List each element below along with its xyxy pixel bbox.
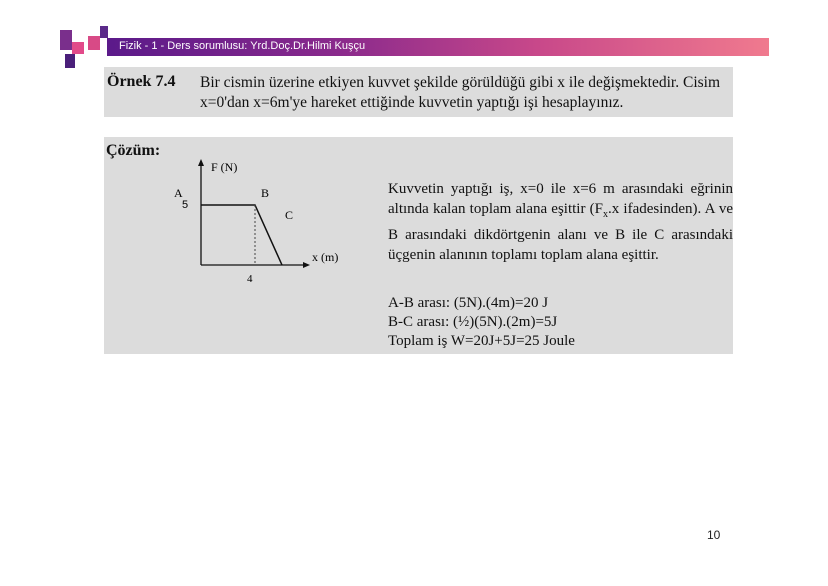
solution-paragraph: [388, 179, 733, 265]
solution-paragraph-subscript: x: [602, 209, 608, 220]
point-a-label: A: [174, 186, 183, 200]
y-value-label: 5: [182, 199, 189, 211]
force-line: [201, 205, 282, 265]
solution-paragraph-part1: Kuvvetin yaptığı iş, x=0 ile x=6 m arasındaki eğrinin altında kalan toplam alana eşittir (F: [388, 181, 733, 217]
point-b-label: B: [261, 186, 270, 200]
solution-paragraph-part2: .x ifadesinden). A ve B arasındaki dikdörtgenin alanı ve B ile C arasındaki üçgenin alanının toplamı toplam alana eşittir.: [388, 201, 733, 263]
header-bar: [107, 38, 769, 56]
x-axis-arrow-icon: [303, 262, 310, 268]
logo-block: [72, 42, 84, 54]
force-graph: [164, 155, 354, 285]
solution-label: Çözüm:: [106, 142, 161, 159]
example-text: Bir cismin üzerine etkiyen kuvvet şekilde görüldüğü gibi x ile değişmektedir. Cisim x=0'dan x=6m'ye hareket ettiğinde kuvvetin yaptığı işi hesaplayınız.: [200, 74, 721, 111]
point-c-label: C: [285, 208, 294, 222]
logo-block: [60, 30, 72, 50]
x-axis-label: x (m): [312, 250, 339, 264]
calc-line-total: Toplam iş W=20J+5J=25 Joule: [388, 333, 575, 349]
logo-block: [88, 36, 100, 50]
x-value-label: 4: [247, 273, 253, 285]
header-title: Fizik - 1 - Ders sorumlusu: Yrd.Doç.Dr.Hilmi Kuşçu: [119, 40, 366, 52]
page-number: 10: [707, 528, 721, 542]
logo-block: [65, 54, 75, 68]
y-axis-label: F (N): [211, 160, 238, 174]
calc-line-ab: A-B arası: (5N).(4m)=20 J: [388, 295, 549, 311]
solution-box: [104, 137, 733, 354]
example-label: Örnek 7.4: [107, 73, 176, 90]
logo-block: [100, 26, 108, 38]
example-box: [104, 67, 733, 117]
y-axis-arrow-icon: [198, 159, 204, 166]
calc-line-bc: B-C arası: (½)(5N).(2m)=5J: [388, 314, 558, 330]
calculation-lines: [388, 294, 575, 351]
